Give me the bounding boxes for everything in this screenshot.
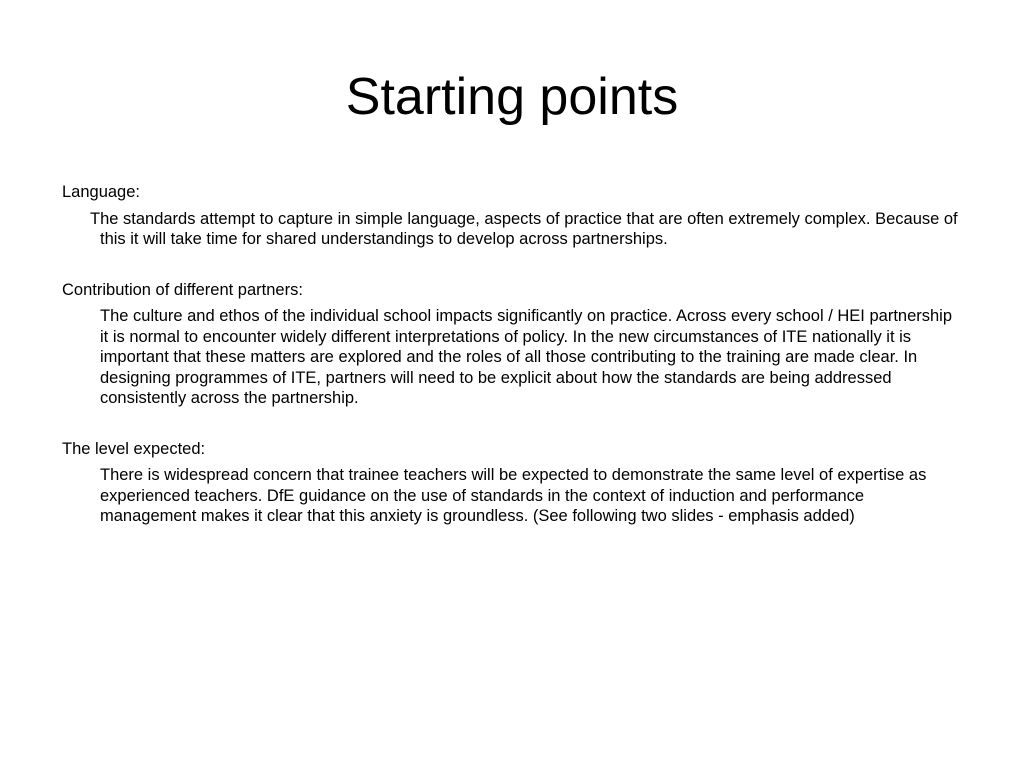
section-heading: Contribution of different partners: bbox=[62, 280, 303, 299]
section-heading: The level expected: bbox=[62, 439, 206, 458]
slide-body bbox=[62, 182, 962, 557]
section-text: The culture and ethos of the individual school impacts significantly on practice. Across every school / HEI partnership it is normal to encounter widely different interpretations of policy. In the new circumstances of ITE nationally it is important that these matters are explored and the roles of all those contributing to the training are made clear. In designing programmes of ITE, partners will need to be explicit about how the standards are being addressed consistently across the partnership. bbox=[100, 307, 953, 407]
section-level bbox=[62, 439, 962, 527]
section-text: There is widespread concern that trainee teachers will be expected to demonstrate the same level of expertise as experienced teachers. DfE guidance on the use of standards in the context of induction and performance management makes it clear that this anxiety is groundless. (See following two slides - emphasis added) bbox=[100, 466, 927, 525]
section-heading: Language: bbox=[62, 183, 140, 201]
section-contribution bbox=[62, 280, 962, 409]
section-language bbox=[62, 182, 962, 250]
slide-title: Starting points bbox=[345, 68, 679, 126]
section-text: The standards attempt to capture in simple language, aspects of practice that are often extremely complex. Because of this it will take time for shared understandings to develop across partnerships. bbox=[90, 209, 958, 248]
